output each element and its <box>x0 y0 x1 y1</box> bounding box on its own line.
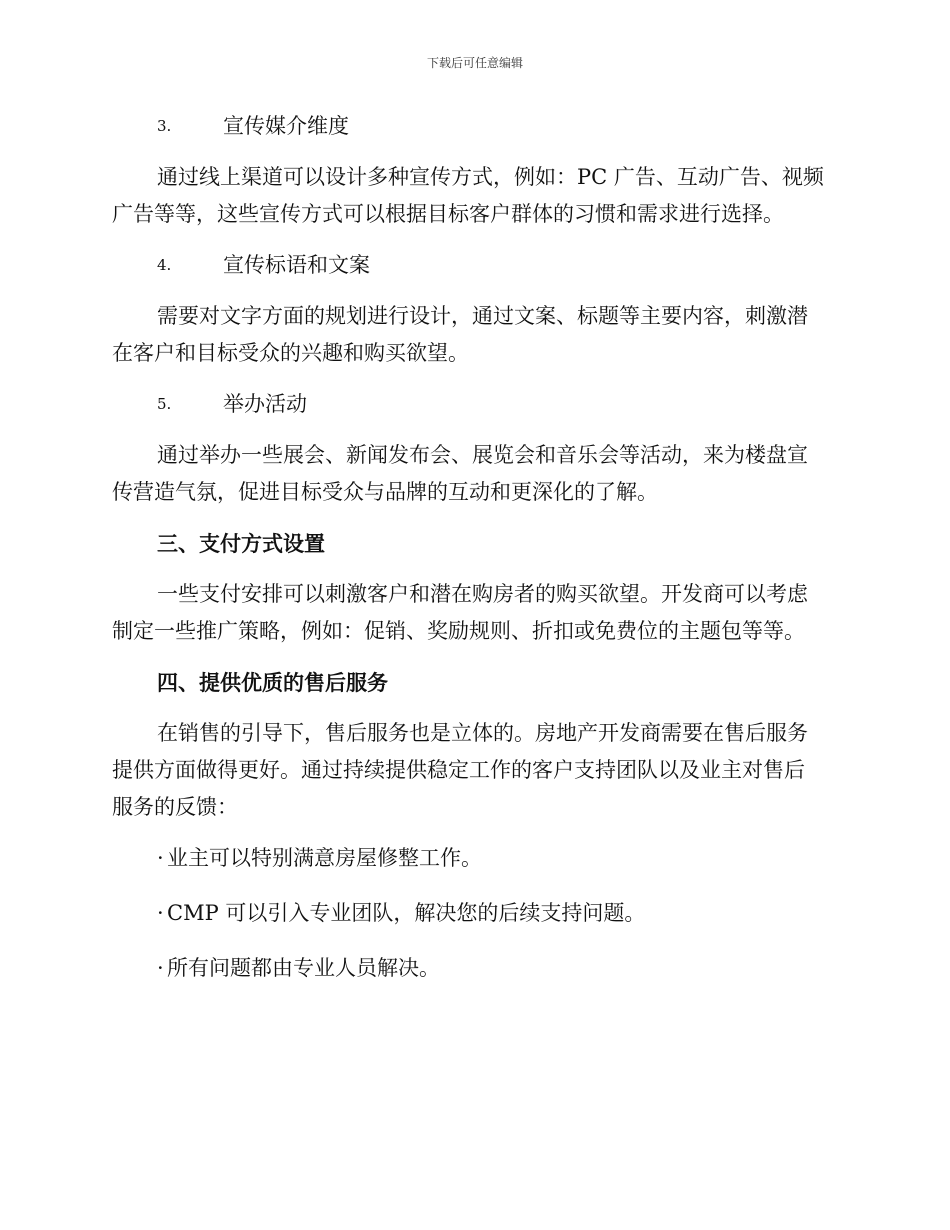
paragraph-line: 通过线上渠道可以设计多种宣传方式，例如：PC 广告、互动广告、视频 <box>157 165 824 189</box>
bullet-item <box>112 840 838 877</box>
page-header: 下载后可任意编辑 <box>426 56 523 70</box>
paragraph-slogan <box>112 298 838 372</box>
bullet-marker: · <box>157 901 164 925</box>
paragraph-line: 通过举办一些展会、新闻发布会、展览会和音乐会等活动，来为楼盘宣 <box>157 443 808 467</box>
paragraph-line: 广告等等，这些宣传方式可以根据目标客户群体的习惯和需求进行选择。 <box>112 202 784 226</box>
bullet-text: CMP 可以引入专业团队，解决您的后续支持问题。 <box>167 901 646 925</box>
paragraph-after-sales <box>112 715 838 826</box>
document-body <box>112 108 838 1005</box>
paragraph-payment <box>112 576 838 650</box>
heading-title: 举办活动 <box>223 392 307 416</box>
heading-number: 4. <box>157 256 172 274</box>
heading-title: 宣传媒介维度 <box>223 114 349 138</box>
paragraph-line: 提供方面做得更好。通过持续提供稳定工作的客户支持团队以及业主对售后 <box>112 758 805 782</box>
paragraph-line: 在客户和目标受众的兴趣和购买欲望。 <box>112 341 469 365</box>
heading-number: 3. <box>157 117 172 135</box>
bullet-text: 业主可以特别满意房屋修整工作。 <box>167 846 482 870</box>
section-heading-payment: 三、支付方式设置 <box>157 531 325 556</box>
paragraph-line: 传营造气氛，促进目标受众与品牌的互动和更深化的了解。 <box>112 480 658 504</box>
paragraph-line: 在销售的引导下，售后服务也是立体的。房地产开发商需要在售后服务 <box>157 721 808 745</box>
paragraph-line: 服务的反馈： <box>112 795 238 819</box>
bullet-marker: · <box>157 956 164 980</box>
numbered-heading-4 <box>112 247 838 284</box>
numbered-heading-5 <box>112 386 838 423</box>
bullet-item <box>112 895 838 932</box>
section-heading-after-sales: 四、提供优质的售后服务 <box>157 670 388 695</box>
paragraph-media <box>112 159 838 233</box>
paragraph-line: 需要对文字方面的规划进行设计，通过文案、标题等主要内容，刺激潜 <box>157 304 808 328</box>
heading-title: 宣传标语和文案 <box>223 253 370 277</box>
bullet-item <box>112 950 838 987</box>
paragraph-events <box>112 437 838 511</box>
bullet-marker: · <box>157 846 164 870</box>
paragraph-line: 制定一些推广策略，例如：促销、奖励规则、折扣或免费位的主题包等等。 <box>112 619 805 643</box>
heading-number: 5. <box>157 395 172 413</box>
paragraph-line: 一些支付安排可以刺激客户和潜在购房者的购买欲望。开发商可以考虑 <box>157 582 808 606</box>
numbered-heading-3 <box>112 108 838 145</box>
bullet-text: 所有问题都由专业人员解决。 <box>167 956 440 980</box>
